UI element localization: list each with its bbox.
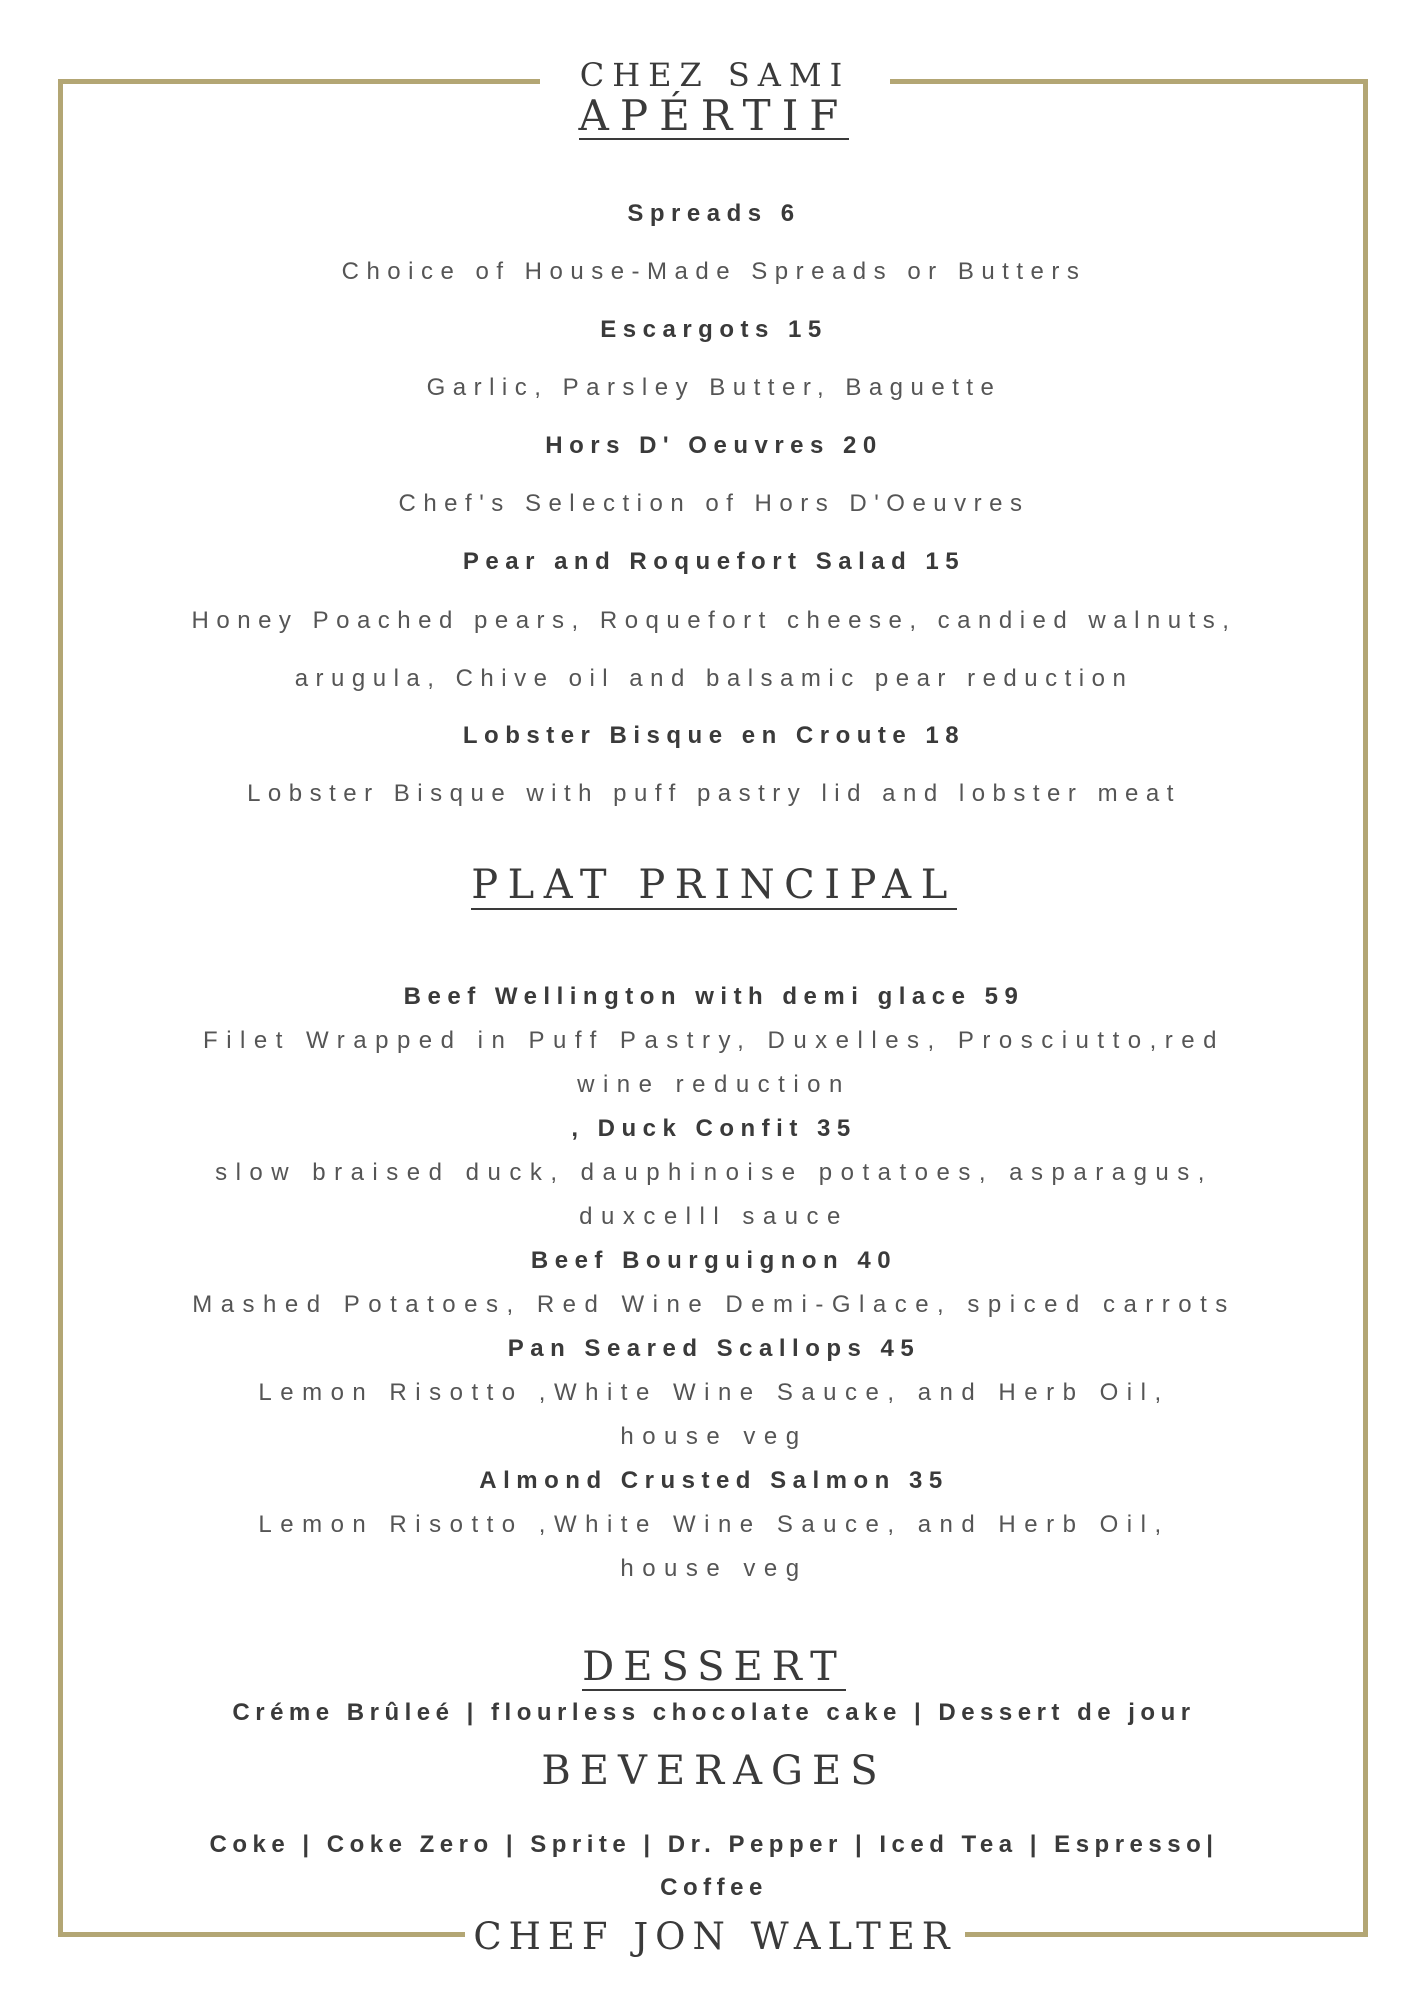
aperitif-heading-text: APÉRTIF [578, 91, 850, 140]
beverages-list: Coffee [660, 1874, 768, 1901]
menu-item-description: Mashed Potatoes, Red Wine Demi-Glace, spiced carrots [192, 1291, 1236, 1318]
dessert-list: Créme Brûleé | flourless chocolate cake | Dessert de jour [232, 1699, 1196, 1726]
menu-item-name: Hors D' Oeuvres 20 [545, 432, 883, 459]
menu-item-name: Lobster Bisque en Croute 18 [462, 722, 966, 749]
menu-item-description: Filet Wrapped in Puff Pastry, Duxelles, Prosciutto,red [203, 1027, 1225, 1054]
menu-item-description: Honey Poached pears, Roquefort cheese, candied walnuts, [191, 607, 1237, 634]
menu-item-name: Almond Crusted Salmon 35 [479, 1467, 949, 1494]
plat-principal-heading-text: PLAT PRINCIPAL [471, 862, 957, 908]
menu-item-name: Pear and Roquefort Salad 15 [462, 548, 966, 575]
section-heading-dessert [0, 1644, 1428, 1691]
section-heading-aperitif [0, 91, 1428, 140]
menu-item-description: arugula, Chive oil and balsamic pear reduction [294, 665, 1134, 692]
menu-item-description: house veg [620, 1555, 808, 1582]
chef-signature: CHEF JON WALTER [465, 1914, 965, 1960]
menu-item-description: wine reduction [577, 1071, 851, 1098]
menu-item-description: duxcelll sauce [579, 1203, 849, 1230]
menu-item-description: Garlic, Parsley Butter, Baguette [426, 374, 1002, 401]
menu-item-name: Spreads 6 [627, 200, 801, 227]
menu-item-name: Pan Seared Scallops 45 [507, 1335, 921, 1362]
menu-item-name: Beef Wellington with demi glace 59 [403, 983, 1025, 1010]
menu-item-description: house veg [620, 1423, 808, 1450]
restaurant-name: CHEZ SAMI [540, 56, 890, 94]
section-heading-beverages [0, 1746, 1428, 1796]
section-heading-plat-principal [0, 862, 1428, 910]
menu-item-description: Lemon Risotto ,White Wine Sauce, and Herb Oil, [258, 1511, 1170, 1538]
beverages-heading-text: BEVERAGES [541, 1748, 887, 1794]
menu-item-description: Choice of House-Made Spreads or Butters [341, 258, 1087, 285]
menu-item-description: Lobster Bisque with puff pastry lid and lobster meat [247, 780, 1181, 807]
menu-item-description: Lemon Risotto ,White Wine Sauce, and Herb Oil, [258, 1379, 1170, 1406]
menu-item-name: , Duck Confit 35 [571, 1115, 857, 1142]
dessert-heading-text: DESSERT [582, 1644, 846, 1690]
menu-item-description: slow braised duck, dauphinoise potatoes, asparagus, [215, 1159, 1213, 1186]
menu-item-description: Chef's Selection of Hors D'Oeuvres [398, 490, 1030, 517]
beverages-list: Coke | Coke Zero | Sprite | Dr. Pepper | Iced Tea | Espresso| [209, 1831, 1219, 1858]
menu-item-name: Escargots 15 [600, 316, 828, 343]
menu-item-name: Beef Bourguignon 40 [530, 1247, 898, 1274]
